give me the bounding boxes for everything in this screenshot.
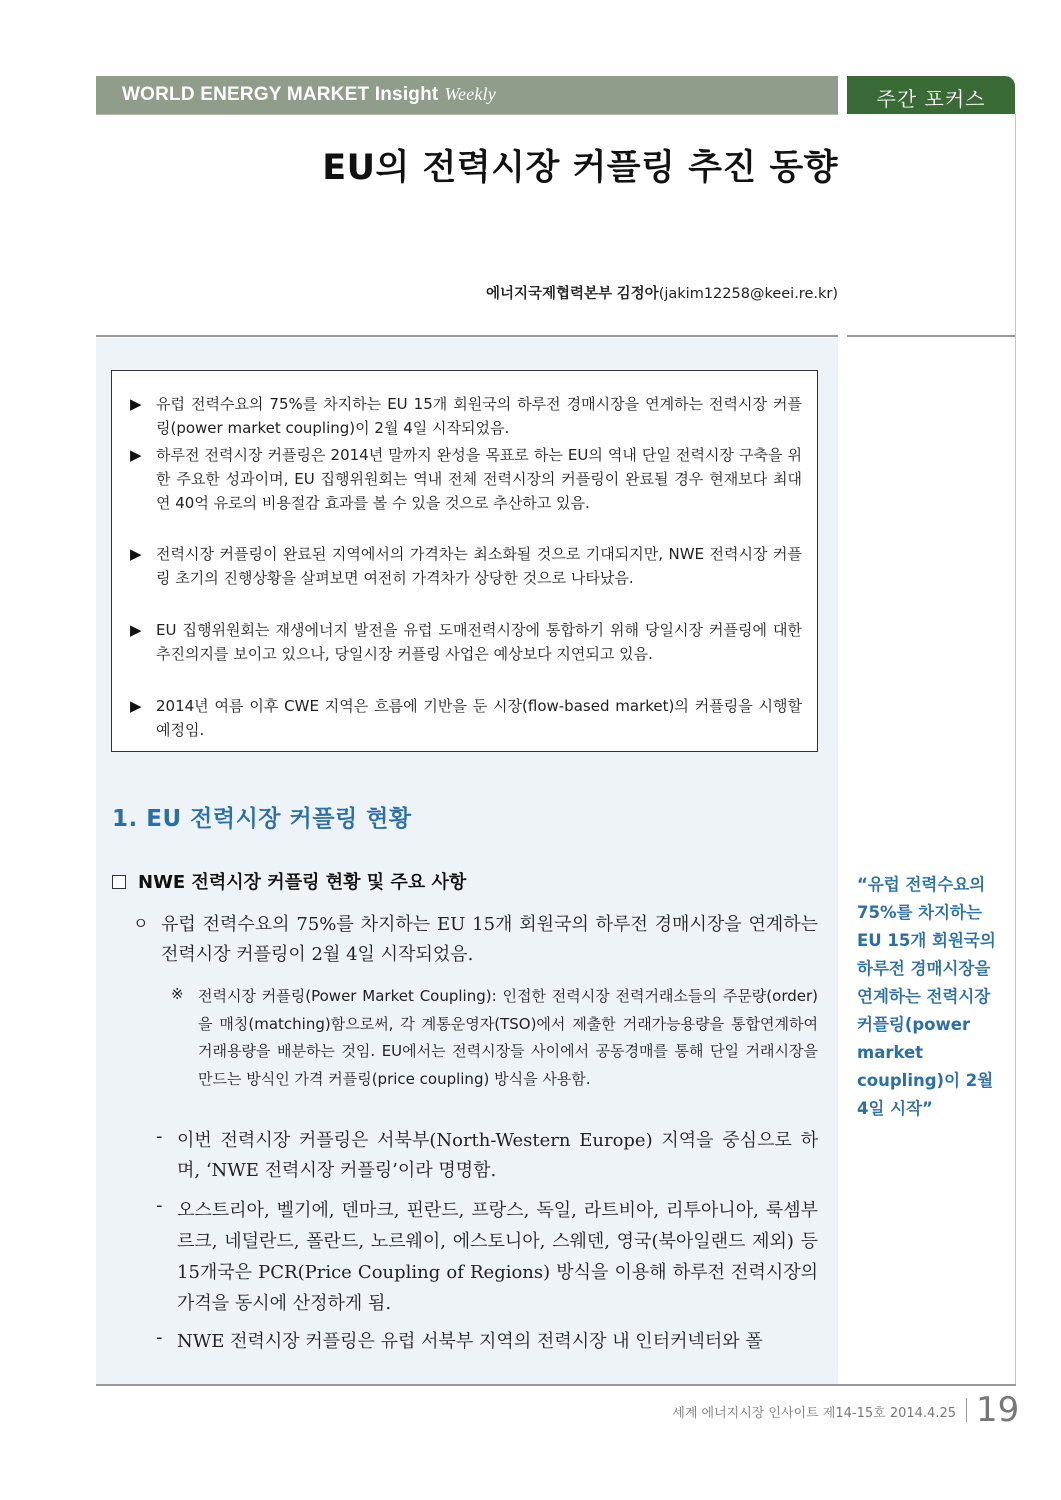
dash-marker: - [156,1195,163,1216]
dash-marker: - [156,1327,163,1348]
pull-quote: “유럽 전력수요의 75%를 차지하는 EU 15개 회원국의 하루전 경매시장을 연계하는 전력시장 커플링(power market coupling)이 2월 4일 시작” [857,875,996,1118]
summary-box [111,370,818,752]
summary-item: ▶ EU 집행위원회는 재생에너지 발전을 유럽 도매전력시장에 통합하기 위해 당일시장 커플링에 대한 추진의지를 보이고 있으나, 당일시장 커플링 사업은 예상보다 지연되고 있음. [130,618,802,666]
reference-mark-icon: ※ [171,985,184,1003]
checkbox-square-icon [112,875,126,889]
side-divider [847,335,1015,337]
right-border-line [1015,114,1016,1386]
triangle-bullet-icon: ▶ [130,395,142,413]
dash-paragraph: NWE 전력시장 커플링은 유럽 서북부 지역의 전력시장 내 인터커넥터와 폴 [177,1331,763,1352]
section-tag: 주간 포커스 [876,87,986,111]
body-paragraph: 유럽 전력수요의 75%를 차지하는 EU 15개 회원국의 하루전 경매시장을 연계하는 전력시장 커플링이 2월 4일 시작되었음. [161,914,818,965]
article-title: EU의 전력시장 커플링 추진 동향 [322,148,838,188]
dash-marker: - [156,1126,163,1147]
dash-paragraph: 오스트리아, 벨기에, 덴마크, 핀란드, 프랑스, 독일, 라트비아, 리투아니아, 룩셈부르크, 네덜란드, 폴란드, 노르웨이, 에스토니아, 스웨덴, 영국(북아일랜드 제외) 등 15개국은 PCR(Price Coupling of Regions) 방식을 이용해 하루전 전력시장의 가격을 동시에 산정하게 됨. [177,1200,818,1314]
series-weekly: Weekly [444,84,496,104]
summary-item: ▶ 2014년 여름 이후 CWE 지역은 흐름에 기반을 둔 시장(flow-based market)의 커플링을 시행할 예정임. [130,694,802,742]
series-title: WORLD ENERGY MARKET Insight Weekly [122,84,496,105]
author-email: (jakim12258@keei.re.kr) [658,286,838,302]
footer-publication: 세계 에너지시장 인사이트 제14-15호 2014.4.25 [672,1406,956,1421]
triangle-bullet-icon: ▶ [130,697,142,715]
summary-item: ▶ 전력시장 커플링이 완료된 지역에서의 가격차는 최소화될 것으로 기대되지만, NWE 전력시장 커플링 초기의 진행상황을 살펴보면 여전히 가격차가 상당한 것으로 나타났음. [130,542,802,590]
summary-item: ▶ 하루전 전력시장 커플링은 2014년 말까지 완성을 목표로 하는 EU의 역내 단일 전력시장 구축을 위한 주요한 성과이며, EU 집행위원회는 역내 전체 전력시장의 커플링이 완료될 경우 현재보다 최대 연 40억 유로의 비용절감 효과를 볼 수 있을 것으로 추산하고 있음. [130,443,802,515]
circle-bullet-icon: ㅇ [133,914,149,933]
dash-paragraph: 이번 전력시장 커플링은 서북부(North-Western Europe) 지역을 중심으로 하며, ‘NWE 전력시장 커플링’이라 명명함. [177,1130,818,1181]
author-line [96,282,838,303]
author-name: 김정아 [616,286,659,302]
summary-item: ▶ 유럽 전력수요의 75%를 차지하는 EU 15개 회원국의 하루전 경매시장을 연계하는 전력시장 커플링(power market coupling)이 2월 4일 시작되었음. [130,392,802,440]
triangle-bullet-icon: ▶ [130,446,142,464]
footer-divider [96,1384,1016,1386]
note-paragraph: 전력시장 커플링(Power Market Coupling): 인접한 전력시장 전력거래소들의 주문량(order)을 매칭(matching)함으로써, 각 계통운영자(TSO)에서 제출한 거래가능용량을 통합연계하여 거래용량을 배분하는 것임. EU에서는 전력시장들 사이에서 공동경매를 통해 단일 거래시장을 만드는 방식인 가격 커플링(price coupling) 방식을 사용함. [198,987,818,1088]
header-underline [96,114,838,115]
page-number: 19 [976,1390,1020,1430]
author-org: 에너지국제협력본부 [486,286,613,302]
footer-separator [966,1398,967,1422]
triangle-bullet-icon: ▶ [130,621,142,639]
title-divider [96,335,838,337]
triangle-bullet-icon: ▶ [130,545,142,563]
section-heading: 1. EU 전력시장 커플링 현황 [112,806,412,832]
subheading: NWE 전력시장 커플링 현황 및 주요 사항 [112,868,466,894]
